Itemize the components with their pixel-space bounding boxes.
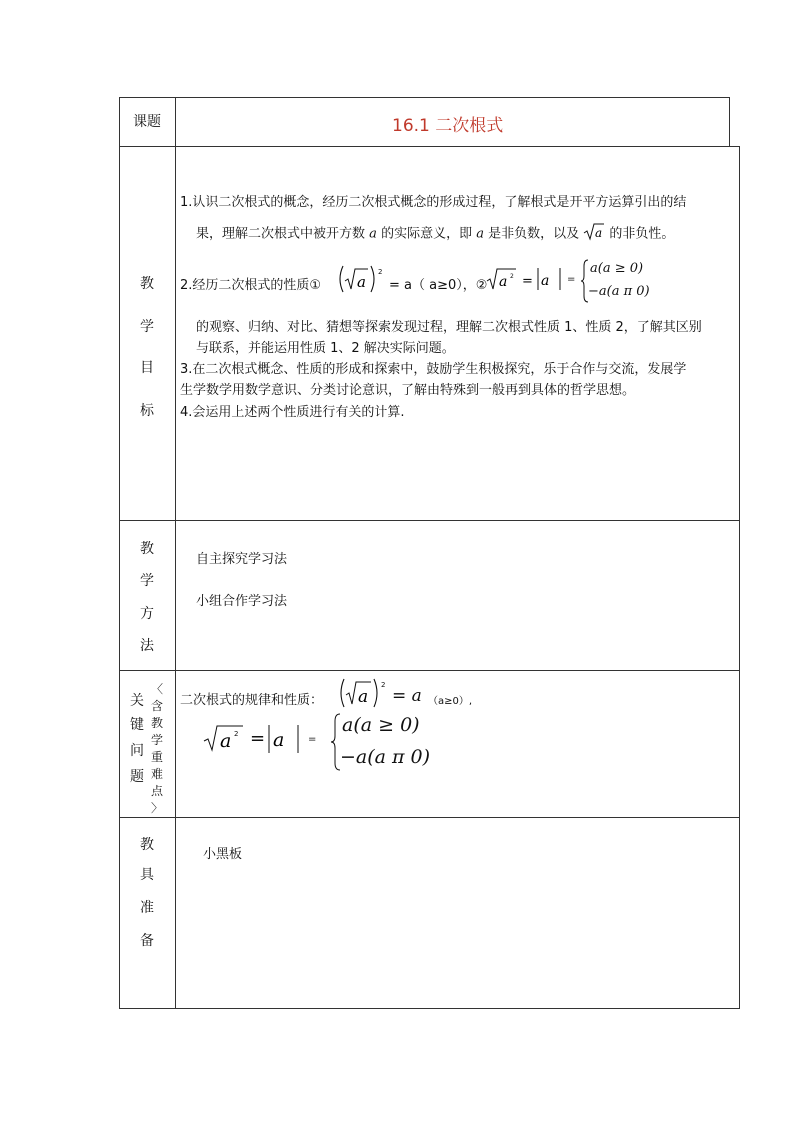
svg-text:2: 2 (234, 730, 239, 738)
key-eq-sign: = (250, 728, 266, 749)
sqrt-a-squared-formula (335, 263, 385, 299)
objective-1-line-a: 1.认识二次根式的概念，经历二次根式概念的形成过程，了解根式是开平方运算引出的结 (180, 195, 687, 210)
objective-1-line-b (196, 222, 674, 246)
methods-label-char: 方 (140, 606, 154, 622)
key-sub-char: 学 (150, 733, 163, 747)
table-bottom-border (119, 1008, 740, 1009)
methods-label-char: 法 (140, 638, 154, 654)
key-sub-char: 含 (150, 699, 163, 713)
key-label-char: 关 (130, 693, 144, 709)
sqrt-radicand: a (595, 226, 603, 240)
key-sub-char: 教 (150, 716, 163, 730)
tools-item: 小黑板 (203, 847, 243, 862)
piecewise-brace (580, 258, 590, 308)
sqrt-a-symbol (583, 222, 605, 246)
objective-2-line-c: 与联系，并能运用性质 1、2 解决实际问题。 (196, 341, 455, 356)
method-item-1: 自主探究学习法 (196, 552, 288, 567)
abs-value-inner: a (541, 273, 550, 289)
key-line-1-prefix: 二次根式的规律和性质： (180, 693, 324, 708)
abs-value-a (535, 266, 563, 296)
key-label-char: 问 (130, 743, 144, 759)
column-divider (175, 97, 176, 1009)
objective-2-eq3: = (567, 274, 576, 285)
key-sub-char: 〉 (150, 801, 163, 815)
row-divider-objectives (119, 520, 740, 521)
objective-2-prefix: 2.经历二次根式的性质① (180, 278, 322, 293)
objective-2-eq: = a（ a≥0），② (389, 278, 488, 293)
key-abs-value-a (266, 723, 302, 759)
variable-a: a (369, 226, 377, 242)
key-sub-char: 〈 (150, 682, 163, 696)
sqrt-radicand: a (358, 687, 369, 707)
piecewise-case-2: −a(a π 0) (588, 284, 650, 299)
key-line-1-cond: （a≥0）, (428, 696, 473, 707)
header-label: 课题 (133, 114, 161, 130)
key-sub-char: 重 (150, 750, 163, 764)
objective-1-text: 是非负数，以及 (488, 226, 580, 242)
key-label-char: 键 (130, 717, 144, 733)
variable-a: a (476, 226, 484, 242)
key-sqrt-a-squared (336, 676, 388, 714)
svg-text:2: 2 (510, 273, 514, 280)
key-sub-char: 点 (150, 784, 163, 798)
row-divider-methods (119, 670, 740, 671)
key-sqrt-a-square (203, 722, 251, 758)
key-case-1: a(a ≥ 0) (342, 714, 420, 736)
row-divider-header (119, 146, 740, 147)
page-title: 16.1 二次根式 (392, 116, 504, 136)
objectives-label-char: 学 (140, 319, 154, 335)
tools-label-char: 备 (140, 933, 154, 949)
table-top-border (119, 97, 730, 98)
svg-text:2: 2 (378, 268, 383, 276)
tools-label-char: 具 (140, 867, 154, 883)
sqrt-a-square-symbol (486, 265, 526, 297)
objective-1-text: 果，理解二次根式中被开方数 (196, 226, 366, 242)
key-line-1-eq: = a (392, 686, 422, 706)
method-item-2: 小组合作学习法 (196, 594, 288, 609)
methods-label-char: 学 (140, 573, 154, 589)
tools-label-char: 教 (140, 837, 154, 853)
sqrt-radicand: a (499, 274, 508, 290)
svg-text:2: 2 (381, 681, 386, 689)
objectives-label-char: 目 (140, 360, 154, 376)
key-label-char: 题 (130, 769, 144, 785)
objective-2-eq2: = (522, 274, 533, 289)
sqrt-radicand: a (357, 273, 366, 291)
methods-label-char: 教 (140, 541, 154, 557)
objective-2-line-b: 的观察、归纳、对比、猜想等探索发现过程，理解二次根式性质 1、性质 2，了解其区别 (196, 320, 702, 335)
tools-label-char: 准 (140, 900, 154, 916)
objective-4: 4.会运用上述两个性质进行有关的计算. (180, 405, 405, 420)
objectives-label-char: 教 (140, 276, 154, 292)
objective-1-text: 的实际意义，即 (381, 226, 473, 242)
table-left-border (119, 97, 120, 1009)
table-right-border (739, 146, 740, 1009)
objective-3-line-a: 3.在二次根式概念、性质的形成和探索中，鼓励学生积极探究，乐于合作与交流，发展学 (180, 362, 687, 377)
header-right-border (729, 97, 730, 146)
key-sub-char: 难 (150, 767, 163, 781)
sqrt-radicand: a (220, 730, 232, 752)
row-divider-key (119, 817, 740, 818)
key-case-2: −a(a π 0) (340, 746, 431, 768)
objective-1-text: 的非负性。 (609, 226, 675, 242)
key-eq-sign-2: = (308, 734, 317, 745)
piecewise-case-1: a(a ≥ 0) (590, 261, 644, 276)
abs-value-inner: a (273, 729, 285, 751)
objective-3-line-b: 生学数学用数学意识、分类讨论意识，了解由特殊到一般再到具体的哲学思想。 (180, 383, 636, 398)
objectives-label-char: 标 (140, 403, 154, 419)
